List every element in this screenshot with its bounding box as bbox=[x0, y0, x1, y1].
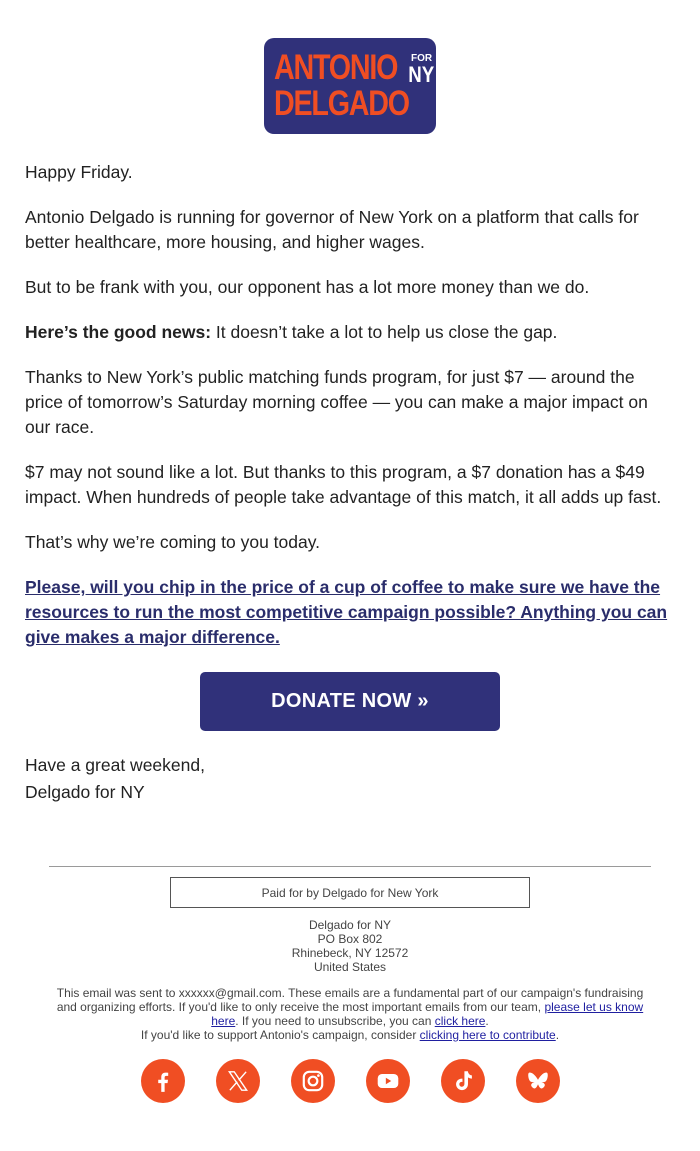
legal-text-2: . If you need to unsubscribe, you can bbox=[235, 1014, 435, 1028]
address-line: United States bbox=[313, 960, 387, 974]
address-line: Rhinebeck, NY 12572 bbox=[291, 946, 409, 960]
paragraph-1: Antonio Delgado is running for governor of New York on a platform that calls for better healthcare, more housing, and higher wages. bbox=[25, 207, 639, 252]
campaign-logo[interactable] bbox=[264, 38, 436, 134]
legal-text-3: . bbox=[485, 1014, 489, 1028]
greeting: Happy Friday. bbox=[25, 162, 133, 182]
signoff bbox=[0, 752, 700, 806]
youtube-icon[interactable] bbox=[366, 1059, 410, 1103]
paid-for-box: Paid for by Delgado for New York bbox=[170, 877, 530, 908]
legal-text-4: If you'd like to support Antonio's campaign, consider bbox=[140, 1028, 420, 1042]
email-preferences-link[interactable]: please let us know here bbox=[211, 1000, 644, 1028]
logo-for-ny bbox=[406, 54, 437, 86]
paragraph-2: But to be frank with you, our opponent has a lot more money than we do. bbox=[25, 277, 590, 297]
unsubscribe-link[interactable]: click here bbox=[434, 1014, 486, 1028]
x-icon[interactable] bbox=[216, 1059, 260, 1103]
legal-text-1: This email was sent to xxxxxx@gmail.com. These emails are a fundamental part of our campaign's fundraising and organizing efforts. If you'd like to only receive the most important emails from our team, bbox=[56, 986, 644, 1014]
instagram-icon[interactable] bbox=[291, 1059, 335, 1103]
logo-ny: NY bbox=[408, 62, 435, 87]
paragraph-3-text: It doesn’t take a lot to help us close the gap. bbox=[211, 322, 558, 342]
logo-line-1: ANTONIO bbox=[274, 48, 398, 87]
email-body bbox=[0, 160, 700, 650]
paragraph-6: That’s why we’re coming to you today. bbox=[25, 532, 321, 552]
signoff-line-1: Have a great weekend, bbox=[25, 755, 205, 775]
footer bbox=[49, 866, 651, 1042]
address-line: PO Box 802 bbox=[317, 932, 383, 946]
donate-container bbox=[0, 672, 700, 731]
logo-line-2: DELGADO bbox=[274, 84, 409, 123]
mailing-address bbox=[49, 918, 651, 974]
paragraph-3 bbox=[25, 320, 675, 345]
donate-now-button[interactable]: DONATE NOW » bbox=[200, 672, 500, 731]
legal-text-5: . bbox=[555, 1028, 560, 1042]
logo-container bbox=[0, 0, 700, 134]
logo-for: FOR bbox=[410, 53, 433, 64]
address-line: Delgado for NY bbox=[308, 918, 392, 932]
paragraph-4: Thanks to New York’s public matching funds program, for just $7 — around the price of tomorrow’s Saturday morning coffee — you can make a major impact on our race. bbox=[25, 367, 648, 437]
paragraph-5: $7 may not sound like a lot. But thanks to this program, a $7 donation has a $49 impact. When hundreds of people take advantage of this match, it all adds up fast. bbox=[25, 462, 662, 507]
contribute-link[interactable]: clicking here to contribute bbox=[419, 1028, 556, 1042]
paid-for-container bbox=[49, 877, 651, 908]
facebook-icon[interactable] bbox=[141, 1059, 185, 1103]
bluesky-icon[interactable] bbox=[516, 1059, 560, 1103]
cta-link[interactable]: Please, will you chip in the price of a cup of coffee to make sure we have the resources to run the most competitive campaign possible? Anything you can give makes a major difference. bbox=[25, 577, 668, 647]
good-news-label: Here’s the good news: bbox=[25, 322, 212, 342]
tiktok-icon[interactable] bbox=[441, 1059, 485, 1103]
social-links bbox=[0, 1059, 700, 1103]
legal-text bbox=[49, 986, 651, 1042]
signoff-line-2: Delgado for NY bbox=[25, 782, 145, 802]
